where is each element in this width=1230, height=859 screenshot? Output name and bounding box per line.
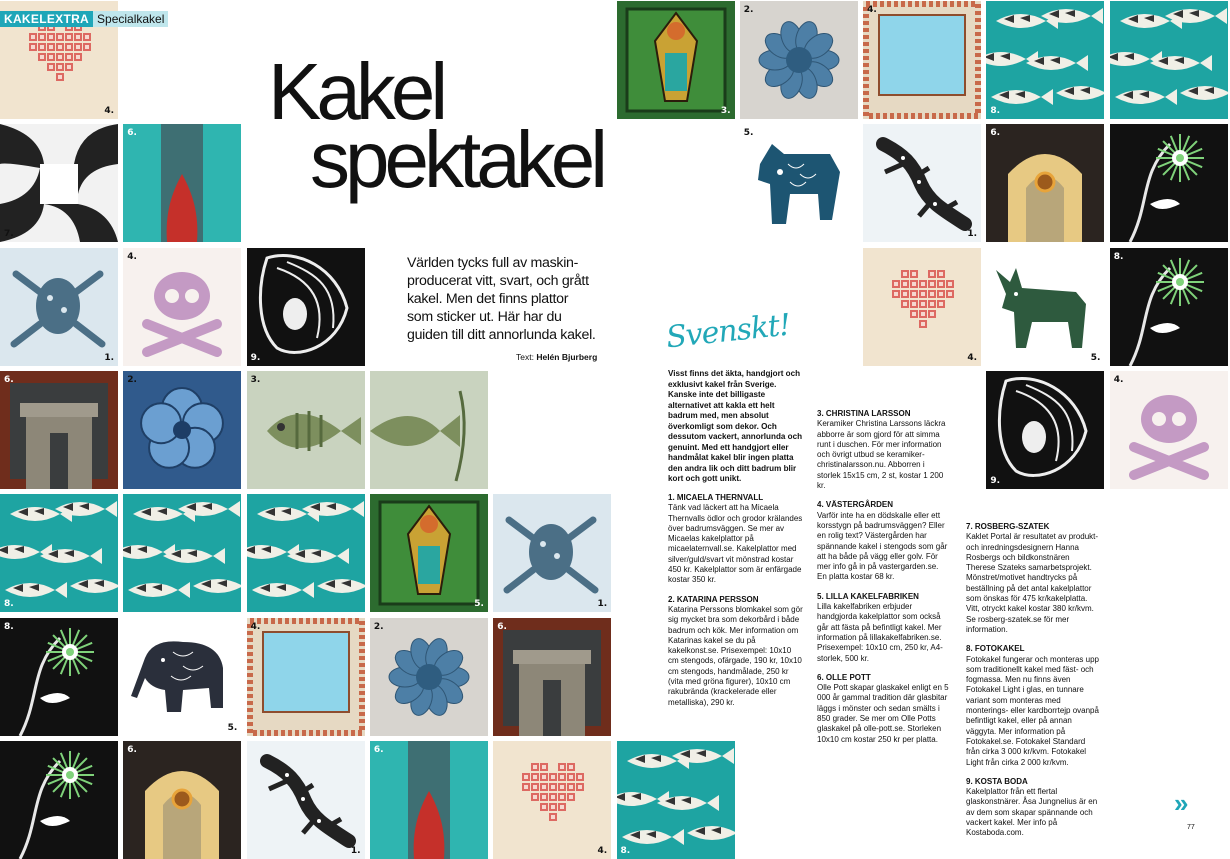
arch-image <box>986 124 1104 242</box>
entry-text: Fotokakel fungerar och monteras upp som traditionellt kakel med fäst- och fogmassa. Men nu finns även Fotokakel Light i glas, en tunnare variant som monteras med monterings- eller kardborrtejp ovanpå befintligt kakel, eller på annan väggyta. Mer information på Fotokakel.se. Fotokakel Standard från cirka 3 000 kr/kvm. Fotokakel Light från cirka 2 000 kr/kvm. <box>966 654 1099 767</box>
lizard-image <box>247 741 365 859</box>
tile-number: 8. <box>4 599 14 610</box>
tile-frog <box>493 494 611 612</box>
tile-number: 4. <box>597 845 608 856</box>
arch-image <box>123 741 241 859</box>
tile-red <box>123 124 241 242</box>
column-2 <box>817 409 949 754</box>
tile-gate <box>0 371 118 489</box>
entry-heading: 4. VÄSTERGÅRDEN <box>817 500 894 510</box>
tile-flower <box>740 1 858 119</box>
intro-paragraph: Visst finns det äkta, handgjort och exklusivt kakel från Sverige. Kanske inte det billigaste alternativet att kakla ett helt badrum med, men absolut överkomligt som dekor. Och dessutom vackert, annorlunda och genuint. Med ett handgjort eller handmålat kakel blir ingen platta den andra lik och ditt badrum blir kort och gott unikt. <box>668 369 803 483</box>
heart-image <box>493 741 611 859</box>
tile-moose <box>986 248 1104 366</box>
byline <box>516 352 597 362</box>
lizard-image <box>863 124 981 242</box>
tile-face <box>986 371 1104 489</box>
tile-number: 9. <box>250 352 261 363</box>
title-line2: spektakel <box>310 115 603 204</box>
tile-stained <box>617 1 735 119</box>
frame-image <box>247 618 365 736</box>
entry-heading: 3. CHRISTINA LARSSON <box>817 409 911 418</box>
tile-number: 1. <box>350 845 361 856</box>
tile-number: 4. <box>1113 374 1124 385</box>
fish-image <box>617 741 735 859</box>
entry-9 <box>966 777 1101 839</box>
tile-number: 6. <box>127 128 137 139</box>
entry-text: Varför inte ha en dödskalle eller ett korsstygn på badrumsväggen? Eller en rolig text? Västergården har spännande kakel i stengods som går att ha både på vägg eller golv. För mer info gå in på vastergarden.se. En platta kostar 68 kr. <box>817 510 948 582</box>
tile-frame <box>863 1 981 119</box>
tile-number: 2. <box>127 374 137 385</box>
floral-image <box>1110 124 1228 242</box>
tile-number: 1. <box>104 352 114 363</box>
tile-number: 6. <box>990 128 1001 139</box>
tile-bw <box>0 124 118 242</box>
floral-image <box>0 741 118 859</box>
entry-6 <box>817 673 949 745</box>
frog-image <box>0 248 118 366</box>
tile-number: 7. <box>4 229 14 240</box>
tile-flower <box>370 618 488 736</box>
title-line1: Kakel <box>268 47 444 136</box>
red-image <box>123 124 241 242</box>
tile-number: 2. <box>373 621 384 632</box>
skull-image <box>123 248 241 366</box>
tile-number: 5. <box>1090 352 1101 363</box>
tile-frame <box>247 618 365 736</box>
tile-fish <box>247 494 365 612</box>
next-page-arrows[interactable]: » <box>1174 788 1183 818</box>
subsection-label: Specialkakel <box>93 11 168 27</box>
entry-heading: 2. KATARINA PERSSON <box>668 594 759 604</box>
tile-number: 2. <box>743 5 754 15</box>
tile-number: 8. <box>4 621 14 632</box>
fish-image <box>0 494 118 612</box>
entry-text: Kaklet Portal är resultatet av produkt- och inredningsdesignern Hanna Rosbergs och bildkonstnären Therese Szateks samarbetsprojekt. Mönstret/motivet handtrycks på beställning på det antal kakelplattor som önskas för 475 kr/kakelplatta. Vitt, otryckt kakel kostar 380 kr/kvm. Se rosberg-szatek.se för mer information. <box>966 532 1099 634</box>
tile-floral <box>1110 248 1228 366</box>
tile-elephant <box>123 618 241 736</box>
tile-skull <box>1110 371 1228 489</box>
tile-number: 3. <box>250 374 261 385</box>
tile-number: 6. <box>497 621 507 632</box>
elephant-image <box>123 618 241 736</box>
entry-text: Lilla kakelfabriken erbjuder handgjorda kakelplattor som också går att fästa på befintligt kakel. Mer information på lillakakelfabriken.se. Prisexempel: 10x10 cm, 250 kr, A4-storlek, 500 kr. <box>817 602 943 663</box>
section-header <box>0 10 168 27</box>
tile-fish <box>617 741 735 859</box>
tile-number: 4. <box>104 106 114 116</box>
fish-image <box>123 494 241 612</box>
flower2-image <box>123 371 241 489</box>
entry-heading: 1. MICAELA THERNVALL <box>668 493 764 502</box>
entry-heading: 9. KOSTA BODA <box>966 776 1028 786</box>
floral-image <box>0 618 118 736</box>
fish-image <box>986 1 1104 119</box>
tile-perch2 <box>370 371 488 489</box>
fish-image <box>247 494 365 612</box>
heart-image <box>863 248 981 366</box>
tile-fish <box>1110 1 1228 119</box>
tile-number: 4. <box>250 621 261 632</box>
tile-skull <box>123 248 241 366</box>
skull-image <box>1110 371 1228 489</box>
floral-image <box>1110 248 1228 366</box>
tile-floral <box>0 741 118 859</box>
page-number: 77 <box>1187 824 1195 831</box>
svenskt-heading: Svenskt! <box>664 307 792 356</box>
entry-text: Kakelplattor från ett flertal glaskonstnärer. Åsa Jungnelius är en av dem som skapar spännande och vackert kakel. Mer info på Kostaboda.com. <box>966 787 1098 838</box>
entry-text: Katarina Perssons blomkakel som gör sig mycket bra som dekorbård i både badrum och kök. Mer information om Katarinas kakel se du på kakelkonst.se. Prisexempel: 10x10 cm stengods, ofärgade, 190 kr, 10x10 cm stengods, handmålade, 250 kr (vita med gröna figurer), 10x10 cm rakubrända (krackelerade eller metalliska), 290 kr. <box>668 604 803 707</box>
entry-1 <box>668 493 804 586</box>
tile-fish <box>123 494 241 612</box>
tile-stained <box>370 494 488 612</box>
tile-heart <box>493 741 611 859</box>
stained-image <box>617 1 735 119</box>
column-1 <box>668 493 804 717</box>
tile-number: 8. <box>620 845 631 856</box>
perch2-image <box>370 371 488 489</box>
tile-number: 6. <box>373 744 384 755</box>
tile-face <box>247 248 365 366</box>
tile-lizard <box>247 741 365 859</box>
frog-image <box>493 494 611 612</box>
tile-gate <box>493 618 611 736</box>
tile-number: 8. <box>990 106 1001 116</box>
entry-heading: 7. ROSBERG-SZATEK <box>966 522 1050 531</box>
tile-flower2 <box>123 371 241 489</box>
entry-heading: 8. FOTOKAKEL <box>966 644 1025 654</box>
tile-lizard <box>863 124 981 242</box>
frame-image <box>863 1 981 119</box>
bw-image <box>0 124 118 242</box>
tile-number: 1. <box>967 229 978 240</box>
tile-number: 5. <box>743 128 754 139</box>
tile-number: 4. <box>127 251 137 262</box>
tile-number: 1. <box>597 599 608 610</box>
entry-4 <box>817 500 949 582</box>
tile-floral <box>1110 124 1228 242</box>
face-image <box>986 371 1104 489</box>
tile-number: 4. <box>867 5 877 15</box>
moose-image <box>986 248 1104 366</box>
tile-number: 6. <box>4 374 14 385</box>
lead-paragraph: Världen tycks full av maskin-producerat vitt, svart, och grått kakel. Men det finns plattor som sticker ut. Här har du guiden till ditt annorlunda kakel. <box>407 255 596 343</box>
face-image <box>247 248 365 366</box>
stained-image <box>370 494 488 612</box>
red-image <box>370 741 488 859</box>
gate-image <box>493 618 611 736</box>
tile-heart <box>863 248 981 366</box>
entry-text: Olle Pott skapar glaskakel enligt en 5 000 år gammal tradition där glasbitar läggs i mönster och sedan smälts i 850 grader. Se mer om Olle Potts glaskakel på olle-pott.se. Storleken 10x10 cm kostar 250 kr per platta. <box>817 683 949 744</box>
column-3 <box>966 522 1101 848</box>
tile-floral <box>0 618 118 736</box>
byline-label: Text: <box>516 352 534 362</box>
entry-3 <box>817 409 949 491</box>
tile-number: 5. <box>474 599 484 610</box>
flower-image <box>740 1 858 119</box>
entry-5 <box>817 592 949 664</box>
entry-text: Keramiker Christina Larssons läckra abborre är som gjord för att simma runt i duschen. För mer information och övrigt utbud se keramiker-christinalarsson.nu. Abborren i storlek 15x15 cm, 2 st, kostar 1 200 kr. <box>817 419 946 491</box>
tile-arch <box>123 741 241 859</box>
tile-horse <box>740 124 858 242</box>
entry-8 <box>966 644 1101 768</box>
entry-heading: 5. LILLA KAKELFABRIKEN <box>817 591 919 601</box>
tile-fish <box>0 494 118 612</box>
tile-number: 9. <box>990 475 1001 486</box>
tile-perch <box>247 371 365 489</box>
perch-image <box>247 371 365 489</box>
tile-number: 3. <box>720 106 731 116</box>
entry-2 <box>668 595 804 708</box>
tile-number: 4. <box>967 352 978 363</box>
page-title <box>268 47 603 204</box>
entry-heading: 6. OLLE POTT <box>817 672 871 682</box>
section-label: KAKELEXTRA <box>0 11 93 27</box>
tile-number: 6. <box>127 744 137 755</box>
gate-image <box>0 371 118 489</box>
tile-number: 5. <box>227 722 238 733</box>
entry-7 <box>966 522 1101 635</box>
tile-frog <box>0 248 118 366</box>
tile-fish <box>986 1 1104 119</box>
tile-red <box>370 741 488 859</box>
flower-image <box>370 618 488 736</box>
fish-image <box>1110 1 1228 119</box>
tile-number: 8. <box>1113 251 1124 262</box>
byline-author: Helén Bjurberg <box>536 352 598 362</box>
horse-image <box>740 124 858 242</box>
tile-arch <box>986 124 1104 242</box>
entry-text: Tänk vad läckert att ha Micaela Thernvalls ödlor och grodor krälandes över badrumsväggen. Se mer av Micaelas kakelplattor på micaelaternvall.se. Kakelplattor med silver/guld/svart vit mönstrad kostar 450 kr. Kakelplattor som är enfärgade kostar 350 kr. <box>668 503 803 585</box>
